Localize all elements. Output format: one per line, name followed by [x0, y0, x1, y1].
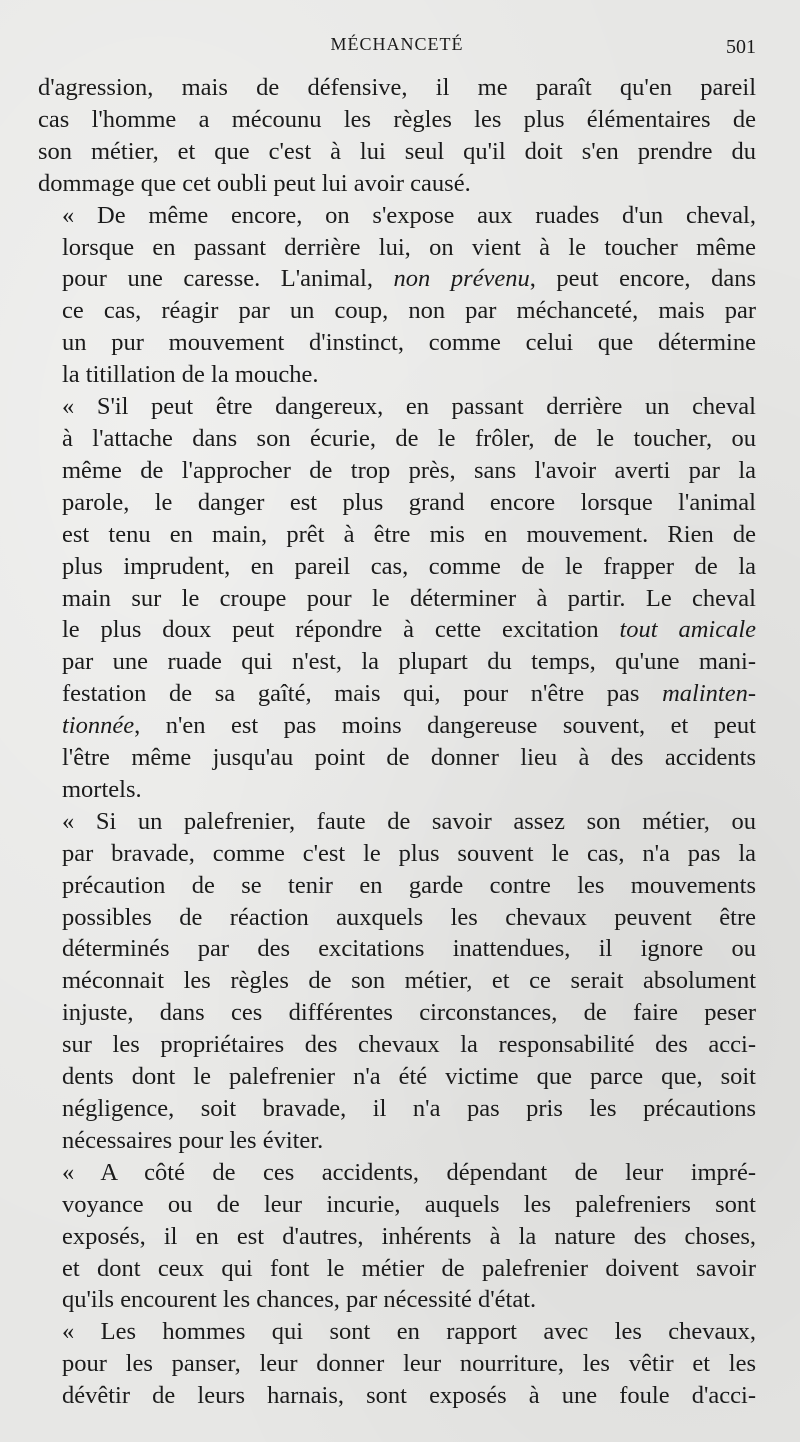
text-segment: le plus doux peut répondre à cette excitation [62, 616, 620, 644]
text-segment: pour une caresse. L'animal, [62, 265, 394, 293]
text-line: par une ruade qui n'est, la plupart du temps, qu'une mani- [62, 648, 756, 676]
text-segment: , peut encore, dans [529, 265, 757, 293]
paragraph-3 [38, 391, 756, 806]
text-line: l'être même jusqu'au point de donner lieu à des accidents [62, 744, 756, 772]
text-line: « Les hommes qui sont en rapport avec les chevaux, [62, 1318, 756, 1346]
text-line: précaution de se tenir en garde contre les mouvements [62, 871, 756, 899]
text-segment: , n'en est pas moins dangereuse souvent, et peut [134, 712, 756, 740]
text-line: dents dont le palefrenier n'a été victime que parce que, soit [62, 1063, 756, 1091]
text-line: « Si un palefrenier, faute de savoir assez son métier, ou [62, 807, 756, 835]
text-line: voyance ou de leur incurie, auquels les palefreniers sont [62, 1190, 756, 1218]
text-line: mortels. [62, 775, 142, 803]
running-title: MÉCHANCETÉ [330, 34, 464, 54]
body-text [38, 72, 756, 1412]
text-line: lorsque en passant derrière lui, on vient à le toucher même [62, 233, 756, 261]
text-line-mixed [38, 678, 756, 710]
italic-text: tionnée [62, 712, 135, 740]
text-line: « De même encore, on s'expose aux ruades d'un cheval, [62, 201, 756, 229]
paragraph-1 [38, 72, 756, 200]
text-segment: festation de sa gaîté, mais qui, pour n'être pas [62, 680, 663, 708]
text-line: est tenu en main, prêt à être mis en mouvement. Rien de [62, 520, 756, 548]
italic-text: non prévenu [393, 265, 530, 293]
text-line: dommage que cet oubli peut lui avoir causé. [38, 169, 471, 197]
text-line: son métier, et que c'est à lui seul qu'il doit s'en prendre du [38, 137, 756, 165]
text-line: parole, le danger est plus grand encore lorsque l'animal [62, 488, 756, 516]
text-line: injuste, dans ces différentes circonstances, de faire peser [62, 999, 756, 1027]
text-line-mixed [38, 710, 756, 742]
text-line: pour les panser, leur donner leur nourriture, les vêtir et les [62, 1350, 756, 1378]
paragraph-6 [38, 1316, 756, 1412]
text-line: possibles de réaction auxquels les chevaux peuvent être [62, 903, 756, 931]
text-line: plus imprudent, en pareil cas, comme de le frapper de la [62, 552, 756, 580]
text-line: même de l'approcher de trop près, sans l'avoir averti par la [62, 456, 756, 484]
text-line: la titillation de la mouche. [62, 361, 319, 389]
text-line: ce cas, réagir par un coup, non par méchanceté, mais par [62, 297, 756, 325]
text-line: main sur le croupe pour le déterminer à partir. Le cheval [62, 584, 756, 612]
text-line-mixed [38, 263, 756, 295]
text-line: dévêtir de leurs harnais, sont exposés à une foule d'acci- [62, 1382, 756, 1410]
text-line: exposés, il en est d'autres, inhérents à la nature des choses, [62, 1222, 756, 1250]
page-header [38, 28, 756, 64]
text-line: déterminés par des excitations inattendues, il ignore ou [62, 935, 756, 963]
text-line: « A côté de ces accidents, dépendant de leur impré- [62, 1158, 756, 1186]
text-line: à l'attache dans son écurie, de le frôler, de le toucher, ou [62, 424, 756, 452]
paragraph-2 [38, 200, 756, 391]
text-line: cas l'homme a mécounu les règles les plus élémentaires de [38, 105, 756, 133]
text-line: d'agression, mais de défensive, il me paraît qu'en pareil [38, 74, 756, 101]
text-line-mixed [38, 614, 756, 646]
paragraph-4 [38, 806, 756, 1157]
text-line: « S'il peut être dangereux, en passant derrière un cheval [62, 393, 756, 421]
italic-text: tout amicale [619, 616, 756, 644]
text-line: par bravade, comme c'est le plus souvent le cas, n'a pas la [62, 839, 756, 867]
italic-text: malinten- [662, 680, 756, 708]
text-line: négligence, soit bravade, il n'a pas pris les précautions [62, 1095, 756, 1122]
text-line: nécessaires pour les éviter. [62, 1126, 324, 1154]
text-line: et dont ceux qui font le métier de palefrenier doivent savoir [62, 1254, 756, 1282]
text-line: un pur mouvement d'instinct, comme celui que détermine [62, 329, 756, 357]
text-line: méconnait les règles de son métier, et ce serait absolument [62, 967, 756, 995]
page-number: 501 [726, 36, 756, 58]
paragraph-5 [38, 1157, 756, 1317]
text-line: qu'ils encourent les chances, par nécessité d'état. [62, 1286, 537, 1314]
text-line: sur les propriétaires des chevaux la responsabilité des acci- [62, 1031, 756, 1059]
